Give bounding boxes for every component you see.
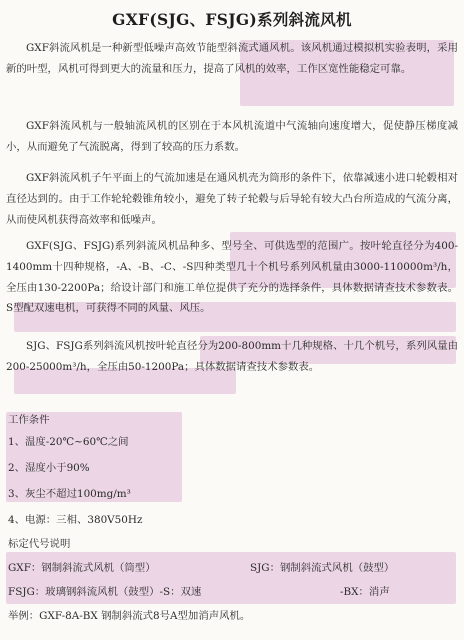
paragraph-gxf-range: GXF(SJG、FSJG)系列斜流风机品种多、型号全、可供选型的范围广。按叶轮直径分为400-1400mm十四种规格，-A、-B、-C、-S四种类型几十个机号系列风机量由3000-110000m³/h，全压由130-2200Pa；给设计部门和施工单位提供了充分的选择条件，具体数据请查技术参数表。S型配双速电机，可获得不同的风量、风压。: [6, 240, 458, 315]
paragraph-sjg-range: SJG、FSJG系列斜流风机按叶轮直径分为200-800mm十几种规格、十几个机号，系列风量由200-25000m³/h，全压由50-1200Pa；具体数据请查技术参数表。: [6, 340, 458, 373]
code-example: 举例：GXF-8A-BX 钢制斜流式8号A型加消声风机。: [8, 610, 251, 622]
page-title: GXF(SJG、FSJG)系列斜流风机: [112, 10, 352, 29]
condition-item: 1、温度-20℃~60℃之间: [8, 436, 129, 448]
paragraph-intro: GXF斜流风机是一种新型低噪声高效节能型斜流式通风机。该风机通过模拟机实验表明，采用新的叶型，风机可得到更大的流量和压力，提高了风机的效率，工作区宽性能稳定可靠。: [6, 42, 458, 75]
code-entry: SJG：钢制斜流式风机（鼓型）: [250, 562, 395, 574]
condition-item: 3、灰尘不超过100mg/m³: [8, 488, 131, 500]
codes-heading: 标定代号说明: [8, 538, 71, 550]
code-entry: -BX：消声: [340, 586, 390, 598]
paragraph-acceleration: GXF斜流风机子午平面上的气流加速是在通风机壳为筒形的条件下，依靠减速小进口轮毂相对直径达到的。由于工作轮轮毂锥角较小，避免了转子轮毂与后导轮有较大凸台所造成的气流分离，从而使风机获得高效率和低噪声。: [6, 172, 458, 226]
paragraph-difference: GXF斜流风机与一般轴流风机的区别在于本风机流道中气流轴向速度增大，促使静压梯度减小，从而避免了气流脱离，得到了较高的压力系数。: [6, 120, 458, 153]
condition-item: 4、电源：三相、380V50Hz: [8, 514, 143, 526]
condition-item: 2、湿度小于90%: [8, 462, 90, 474]
code-entry: GXF：钢制斜流式风机（筒型）: [8, 562, 156, 574]
conditions-heading: 工作条件: [8, 414, 50, 426]
code-entry: FSJG：玻璃钢斜流风机（鼓型）-S：双速: [8, 586, 202, 598]
